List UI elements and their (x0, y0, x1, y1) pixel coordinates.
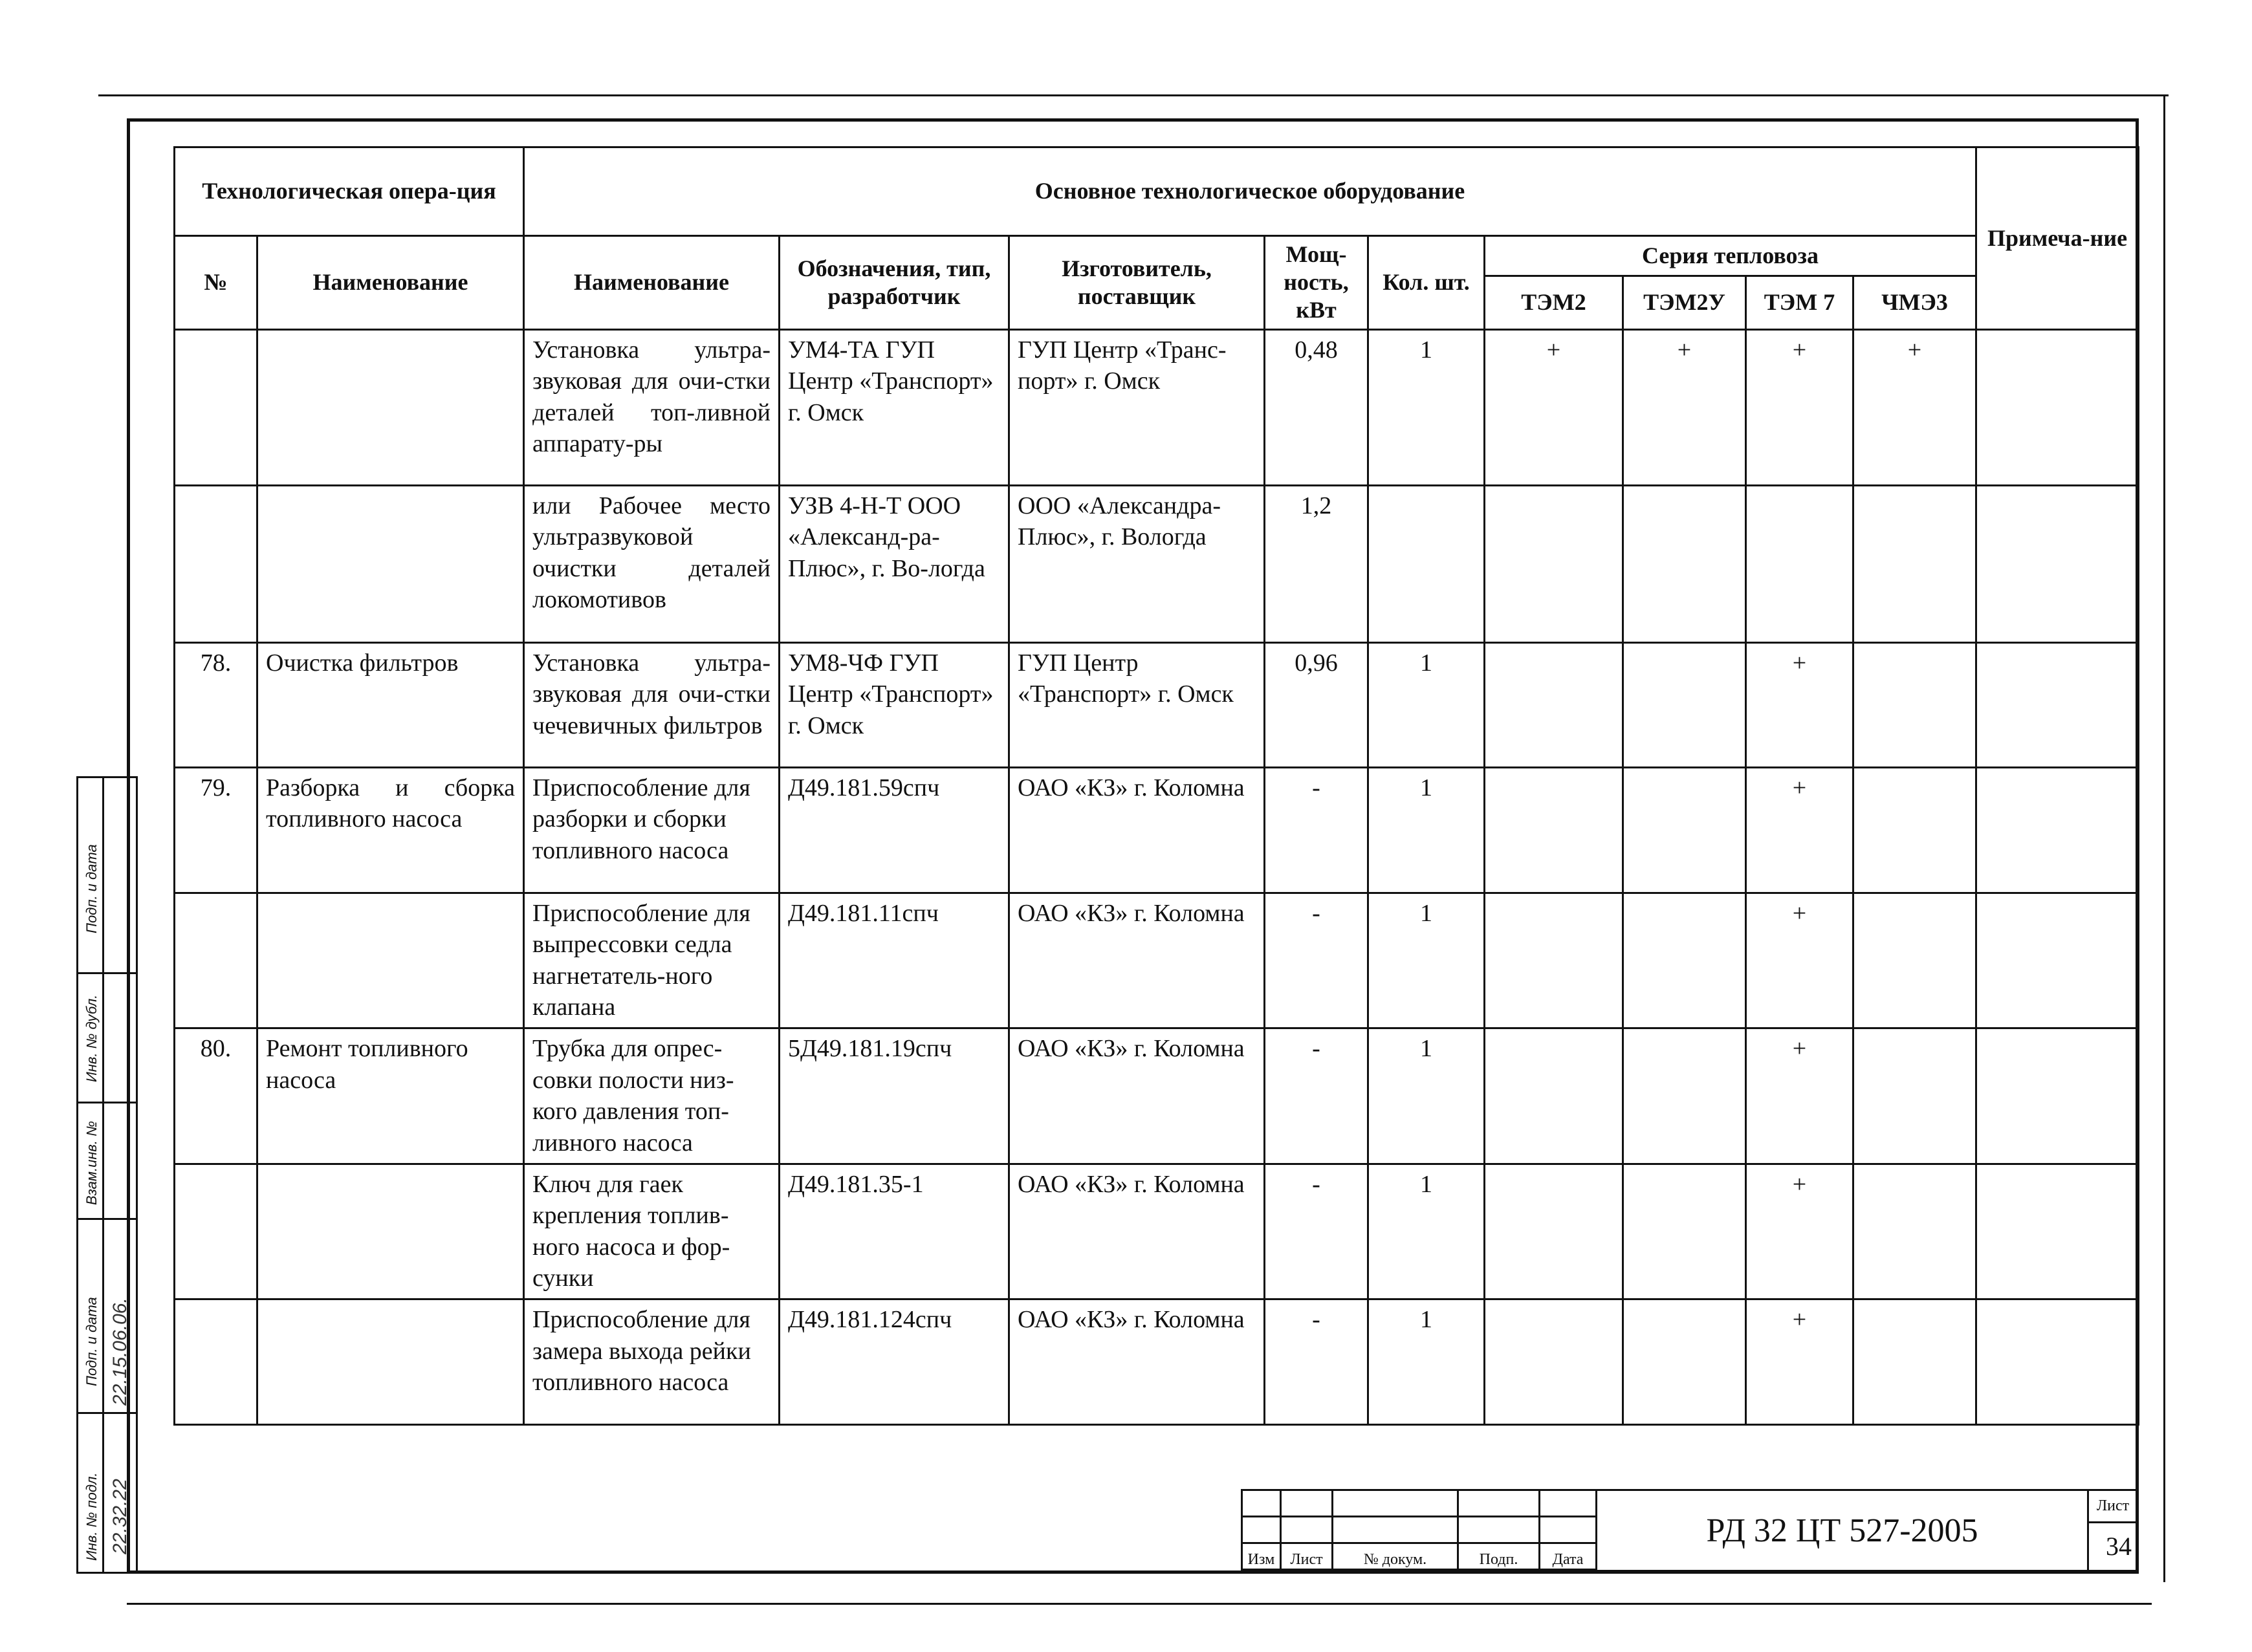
row-operation: Разборка и сборка топливного насоса (257, 767, 524, 893)
row-s3: + (1746, 1028, 1853, 1164)
row-designation: УМ4-ТА ГУП Центр «Транспорт» г. Омск (780, 329, 1009, 485)
row-s2 (1623, 1299, 1746, 1425)
row-maker: ГУП Центр «Транс-порт» г. Омск (1009, 329, 1265, 485)
row-qty (1368, 485, 1485, 642)
row-s3: + (1746, 642, 1853, 767)
row-s2 (1623, 1028, 1746, 1164)
row-s2 (1623, 485, 1746, 642)
row-s1 (1485, 485, 1623, 642)
row-s3: + (1746, 1299, 1853, 1425)
header-op-name: Наименование (257, 236, 524, 330)
row-s2 (1623, 767, 1746, 893)
row-s1 (1485, 893, 1623, 1028)
equipment-table (173, 146, 2139, 1426)
header-eq-name: Наименование (524, 236, 780, 330)
stamp-doc: № докум. (1333, 1543, 1458, 1570)
row-s2: + (1623, 329, 1746, 485)
row-qty: 1 (1368, 1028, 1485, 1164)
sidebar-divider (78, 972, 136, 974)
bottom-rule (127, 1603, 2152, 1605)
row-operation (257, 1299, 524, 1425)
row-equipment-name: Трубка для опрес-совки полости низ-кого давления топ-ливного насоса (524, 1028, 780, 1164)
row-maker: ОАО «КЗ» г. Коломна (1009, 1164, 1265, 1299)
row-no (175, 1299, 257, 1425)
row-s1 (1485, 1028, 1623, 1164)
row-note (1976, 1164, 2139, 1299)
sidebar-label-sign-date-1: Подп. и дата (83, 844, 100, 933)
row-s4 (1853, 1028, 1976, 1164)
row-note (1976, 1028, 2139, 1164)
sidebar-label-sign-date-2: Подп. и дата (83, 1297, 100, 1386)
header-series: Серия тепловоза (1485, 236, 1976, 276)
row-designation: УМ8-ЧФ ГУП Центр «Транспорт» г. Омск (780, 642, 1009, 767)
row-s2 (1623, 1164, 1746, 1299)
table-row (175, 642, 2139, 767)
header-qty: Кол. шт. (1368, 236, 1485, 330)
table-row (175, 485, 2139, 642)
row-operation (257, 329, 524, 485)
row-maker: ОАО «КЗ» г. Коломна (1009, 767, 1265, 893)
row-equipment-name: Установка ультра-звуковая для очи-стки деталей топ-ливной аппарату-ры (524, 329, 780, 485)
row-equipment-name: или Рабочее место ультразвуковой очистки деталей локомотивов (524, 485, 780, 642)
sheet-label: Лист (2089, 1491, 2137, 1523)
header-note: Примеча-ние (1976, 147, 2139, 330)
row-no (175, 893, 257, 1028)
table-row (175, 1028, 2139, 1164)
row-no (175, 485, 257, 642)
row-note (1976, 642, 2139, 767)
row-qty: 1 (1368, 329, 1485, 485)
row-s4 (1853, 893, 1976, 1028)
row-maker: ОАО «КЗ» г. Коломна (1009, 1028, 1265, 1164)
sidebar-label-replace-inv: Взам.инв. № (83, 1121, 100, 1205)
row-s1 (1485, 642, 1623, 767)
table-row (175, 1299, 2139, 1425)
row-maker: ООО «Александра-Плюс», г. Вологда (1009, 485, 1265, 642)
row-power: - (1265, 767, 1368, 893)
sidebar-label-orig-inv: Инв. № подл. (83, 1472, 100, 1561)
row-qty: 1 (1368, 1299, 1485, 1425)
table-row (175, 767, 2139, 893)
row-operation: Ремонт топливного насоса (257, 1028, 524, 1164)
row-s1 (1485, 1299, 1623, 1425)
row-power: 0,48 (1265, 329, 1368, 485)
row-note (1976, 1299, 2139, 1425)
row-operation (257, 485, 524, 642)
row-s4 (1853, 1164, 1976, 1299)
stamp-list: Лист (1281, 1543, 1333, 1570)
row-equipment-name: Ключ для гаек крепления топлив-ного насоса и фор-сунки (524, 1164, 780, 1299)
row-note (1976, 485, 2139, 642)
row-no: 78. (175, 642, 257, 767)
row-s3: + (1746, 893, 1853, 1028)
row-equipment-name: Приспособление для выпрессовки седла нагнетатель-ного клапана (524, 893, 780, 1028)
row-equipment-name: Установка ультра-звуковая для очи-стки чечевичных фильтров (524, 642, 780, 767)
stamp-izm: Изм (1242, 1543, 1281, 1570)
row-operation (257, 1164, 524, 1299)
row-qty: 1 (1368, 767, 1485, 893)
row-s1 (1485, 1164, 1623, 1299)
top-rule (98, 94, 2169, 96)
row-note (1976, 767, 2139, 893)
row-no: 80. (175, 1028, 257, 1164)
row-designation: Д49.181.124спч (780, 1299, 1009, 1425)
row-power: - (1265, 1164, 1368, 1299)
header-series-tem2: ТЭМ2 (1485, 276, 1623, 329)
row-s1: + (1485, 329, 1623, 485)
row-s4 (1853, 642, 1976, 767)
original-inventory-number: 22.32.22 (109, 1479, 131, 1554)
row-power: - (1265, 1028, 1368, 1164)
approval-sidebar (76, 776, 138, 1574)
row-s4 (1853, 485, 1976, 642)
row-designation: УЗВ 4-Н-Т ООО «Александ-ра-Плюс», г. Во-логда (780, 485, 1009, 642)
table-row (175, 893, 2139, 1028)
row-s2 (1623, 893, 1746, 1028)
stamp-podp: Подп. (1458, 1543, 1540, 1570)
header-designation: Обозначения, тип, разработчик (780, 236, 1009, 330)
header-no: № (175, 236, 257, 330)
header-tech-op: Технологическая опера-ция (175, 147, 524, 236)
row-no (175, 329, 257, 485)
row-s1 (1485, 767, 1623, 893)
row-s3: + (1746, 329, 1853, 485)
row-qty: 1 (1368, 893, 1485, 1028)
header-series-tem2u: ТЭМ2У (1623, 276, 1746, 329)
sidebar-divider (78, 1412, 136, 1414)
row-power: - (1265, 893, 1368, 1028)
row-operation (257, 893, 524, 1028)
signature-date: 22.15.06.06. (109, 1298, 131, 1406)
row-equipment-name: Приспособление для замера выхода рейки топливного насоса (524, 1299, 780, 1425)
stamp-date: Дата (1540, 1543, 1597, 1570)
document-number: РД 32 ЦТ 527-2005 (1595, 1489, 2087, 1572)
table-row (175, 329, 2139, 485)
row-s4 (1853, 767, 1976, 893)
row-designation: 5Д49.181.19спч (780, 1028, 1009, 1164)
row-maker: ОАО «КЗ» г. Коломна (1009, 893, 1265, 1028)
row-s4: + (1853, 329, 1976, 485)
table-row (175, 1164, 2139, 1299)
right-rule (2163, 94, 2165, 1582)
header-equipment: Основное технологическое оборудование (524, 147, 1976, 236)
row-power: - (1265, 1299, 1368, 1425)
row-note (1976, 893, 2139, 1028)
row-operation: Очистка фильтров (257, 642, 524, 767)
row-qty: 1 (1368, 642, 1485, 767)
revision-table (1241, 1489, 1597, 1570)
row-s3 (1746, 485, 1853, 642)
sheet-number: 34 (2106, 1532, 2132, 1561)
row-s2 (1623, 642, 1746, 767)
row-qty: 1 (1368, 1164, 1485, 1299)
row-s3: + (1746, 1164, 1853, 1299)
sheet-box (2087, 1489, 2139, 1572)
row-no: 79. (175, 767, 257, 893)
sidebar-divider (78, 1102, 136, 1103)
row-no (175, 1164, 257, 1299)
sidebar-divider (78, 1218, 136, 1220)
row-s3: + (1746, 767, 1853, 893)
header-series-tem7: ТЭМ 7 (1746, 276, 1853, 329)
row-s4 (1853, 1299, 1976, 1425)
sidebar-label-dup-inv: Инв. № дубл. (83, 994, 100, 1082)
header-maker: Изготовитель, поставщик (1009, 236, 1265, 330)
row-equipment-name: Приспособление для разборки и сборки топливного насоса (524, 767, 780, 893)
header-power: Мощ-ность, кВт (1265, 236, 1368, 330)
row-power: 0,96 (1265, 642, 1368, 767)
row-note (1976, 329, 2139, 485)
row-power: 1,2 (1265, 485, 1368, 642)
row-designation: Д49.181.11спч (780, 893, 1009, 1028)
row-designation: Д49.181.35-1 (780, 1164, 1009, 1299)
header-series-chme3: ЧМЭ3 (1853, 276, 1976, 329)
row-designation: Д49.181.59спч (780, 767, 1009, 893)
row-maker: ОАО «КЗ» г. Коломна (1009, 1299, 1265, 1425)
row-maker: ГУП Центр «Транспорт» г. Омск (1009, 642, 1265, 767)
